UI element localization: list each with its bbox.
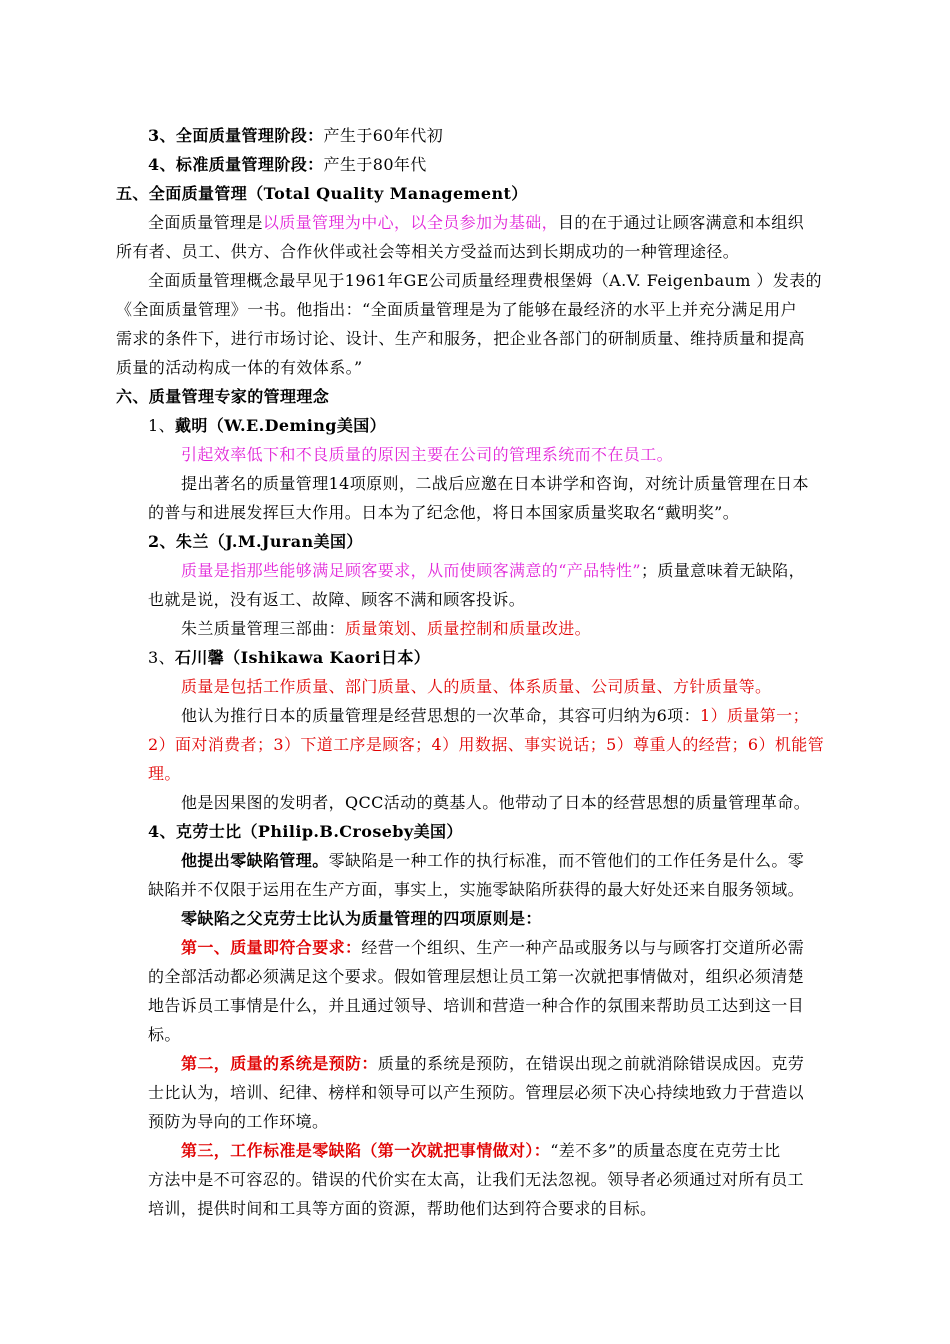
section-heading-5	[116, 183, 528, 205]
text-line	[116, 328, 805, 350]
text-segment: 3、	[148, 648, 175, 667]
principle-3	[181, 1140, 781, 1162]
text-line	[181, 850, 804, 872]
text-line	[148, 502, 739, 524]
text-line	[148, 212, 804, 234]
text-line	[181, 473, 809, 495]
highlight-text: 1）质量第一；	[699, 706, 809, 725]
principle-title: 第一、质量即符合要求：	[181, 938, 362, 957]
text-line	[148, 589, 525, 611]
highlight-text: 质量策划、质量控制和质量改进。	[345, 619, 592, 638]
text-line	[181, 908, 542, 930]
phase-4-label: 4、标准质量管理阶段：	[148, 155, 324, 174]
highlight-text: 质量是指那些能够满足顾客要求，从而使顾客满意的“产品特性”	[181, 561, 641, 580]
principle-2	[181, 1053, 804, 1075]
text-segment: 的普与和进展发挥巨大作用。日本为了纪念他，将日本国家质量奖取名“戴明奖”。	[148, 503, 740, 522]
text-line	[148, 1169, 804, 1191]
expert-name: 4、克劳士比（Philip.B.Croseby美国）	[148, 822, 463, 841]
text-segment: 预防为导向的工作环境。	[148, 1112, 329, 1131]
text-segment: 目的在于通过让顾客满意和本组织	[558, 213, 805, 232]
expert-name: 戴明（W.E.Deming美国）	[174, 416, 387, 435]
phase-4-text: 产生于80年代	[323, 155, 427, 174]
expert-name: 石川馨（Ishikawa Kaori日本）	[174, 648, 431, 667]
text-line	[116, 299, 797, 321]
text-segment: 他是因果图的发明者，QCC活动的奠基人。他带动了日本的经营思想的质量管理革命。	[181, 793, 811, 812]
text-segment: 1、	[148, 416, 175, 435]
phase-3-text: 产生于60年代初	[323, 126, 444, 145]
text-segment: 全面质量管理概念最早见于1961年GE公司质量经理费根堡姆（A.V. Feigenbaum ）发表的	[148, 271, 822, 290]
expert-heading-crosby	[148, 821, 463, 843]
section-heading-6	[116, 386, 329, 408]
principle-title: 第三，工作标准是零缺陷（第一次就把事情做对）：	[181, 1141, 551, 1160]
expert-heading-ishikawa	[148, 647, 430, 669]
text-line	[148, 734, 824, 756]
principle-title: 第二，质量的系统是预防：	[181, 1054, 378, 1073]
text-line	[148, 1082, 804, 1104]
text-line	[181, 618, 591, 640]
emphasis-text: 他提出零缺陷管理。	[181, 851, 329, 870]
expert-heading-deming	[148, 415, 386, 437]
text-segment: 培训，提供时间和工具等方面的资源，帮助他们达到符合要求的目标。	[148, 1199, 657, 1218]
text-segment: 提出著名的质量管理14项原则，二战后应邀在日本讲学和咨询，对统计质量管理在日本	[181, 474, 809, 493]
text-segment: 朱兰质量管理三部曲：	[181, 619, 346, 638]
expert-name: 2、朱兰（J.M.Juran美国）	[148, 532, 363, 551]
text-line	[181, 676, 771, 698]
highlight-text: 引起效率低下和不良质量的原因主要在公司的管理系统而不在员工。	[181, 445, 674, 464]
text-segment: 质量的系统是预防，在错误出现之前就消除错误成因。克劳	[377, 1054, 805, 1073]
text-segment: 方法中是不可容忍的。错误的代价实在太高，让我们无法忽视。领导者必须通过对所有员工	[148, 1170, 805, 1189]
text-segment: 也就是说，没有返工、故障、顾客不满和顾客投诉。	[148, 590, 526, 609]
text-segment: 地告诉员工事情是什么，并且通过领导、培训和营造一种合作的氛围来帮助员工达到这一目	[148, 996, 805, 1015]
text-line	[148, 879, 804, 901]
highlight-text: 理。	[148, 764, 181, 783]
heading-text: 六、质量管理专家的管理理念	[116, 387, 330, 406]
highlight-text: 2）面对消费者；3）下道工序是顾客；4）用数据、事实说话；5）尊重人的经营；6）机能管	[148, 735, 825, 754]
text-line	[181, 792, 810, 814]
text-segment: 质量的活动构成一体的有效体系。”	[116, 358, 363, 377]
text-segment: 所有者、员工、供方、合作伙伴或社会等相关方受益而达到长期成功的一种管理途径。	[116, 242, 740, 261]
text-segment: 零缺陷是一种工作的执行标准，而不管他们的工作任务是什么。零	[328, 851, 805, 870]
expert-heading-juran	[148, 531, 363, 553]
text-segment: 经营一个组织、生产一种产品或服务以与与顾客打交道所必需	[361, 938, 805, 957]
text-line	[181, 560, 805, 582]
highlight-text: 质量是包括工作质量、部门质量、人的质量、体系质量、公司质量、方针质量等。	[181, 677, 772, 696]
text-line	[148, 154, 427, 176]
text-line	[148, 125, 443, 147]
text-segment: ；质量意味着无缺陷，	[640, 561, 805, 580]
text-line	[148, 1111, 328, 1133]
principle-1	[181, 937, 804, 959]
text-line	[116, 241, 739, 263]
phase-3-label: 3、全面质量管理阶段：	[148, 126, 324, 145]
text-line	[181, 444, 673, 466]
text-segment: 他认为推行日本的质量管理是经营思想的一次革命，其容可归纳为6项：	[181, 706, 700, 725]
text-segment: 缺陷并不仅限于运用在生产方面，事实上，实施零缺陷所获得的最大好处还来自服务领域。	[148, 880, 805, 899]
text-segment: “差不多”的质量态度在克劳士比	[550, 1141, 781, 1160]
text-line	[148, 1024, 181, 1046]
text-segment: 需求的条件下，进行市场讨论、设计、生产和服务，把企业各部门的研制质量、维持质量和提高	[116, 329, 805, 348]
text-segment: 《全面质量管理》一书。他指出：“全面质量管理是为了能够在最经济的水平上并充分满足用户	[116, 300, 797, 319]
text-segment: 的全部活动都必须满足这个要求。假如管理层想让员工第一次就把事情做对，组织必须清楚	[148, 967, 805, 986]
text-line	[148, 995, 804, 1017]
text-line	[181, 705, 809, 727]
text-line	[148, 966, 804, 988]
text-segment: 标。	[148, 1025, 181, 1044]
heading-text: 五、全面质量管理（Total Quality Management）	[116, 184, 528, 203]
emphasis-text: 零缺陷之父克劳士比认为质量管理的四项原则是：	[181, 909, 542, 928]
text-line	[116, 357, 363, 379]
highlight-text: 以质量管理为中心，以全员参加为基础，	[262, 213, 559, 232]
text-line	[148, 763, 181, 785]
text-segment: 士比认为，培训、纪律、榜样和领导可以产生预防。管理层必须下决心持续地致力于营造以	[148, 1083, 805, 1102]
text-segment: 全面质量管理是	[148, 213, 263, 232]
text-line	[148, 270, 822, 292]
text-line	[148, 1198, 656, 1220]
